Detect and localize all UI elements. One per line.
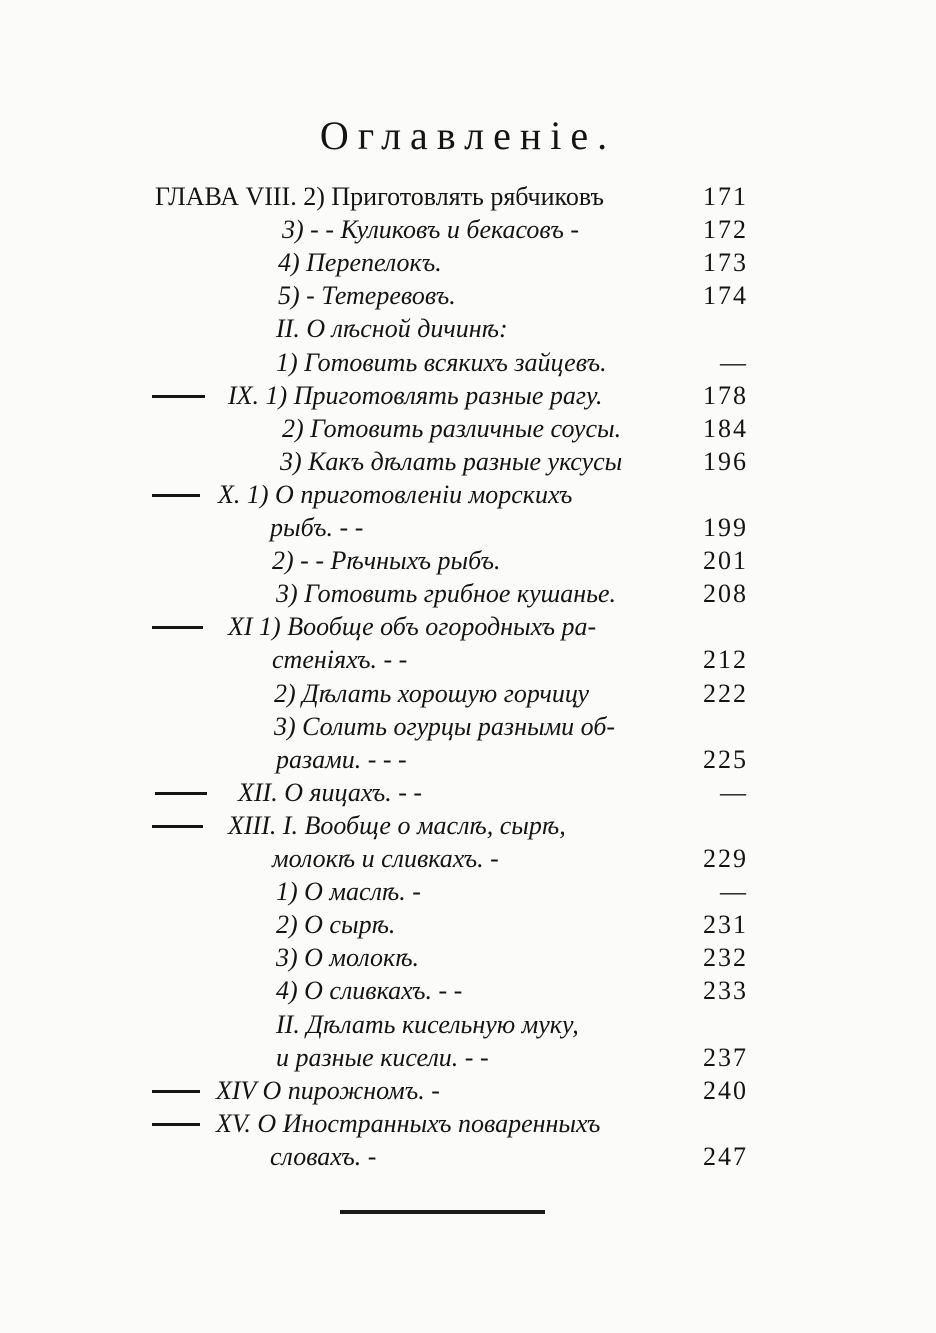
toc-entry [0, 974, 936, 1008]
toc-entry [0, 279, 936, 313]
toc-entry [0, 941, 936, 975]
toc-entry [0, 842, 936, 876]
toc-entry [0, 412, 936, 446]
toc-page-number: — [720, 877, 748, 907]
toc-page-number: 172 [703, 215, 748, 245]
toc-entry [0, 1074, 936, 1108]
toc-entry-text: II. Дѣлать кисельную муку, [276, 1009, 579, 1039]
toc-entry-text: разами. - - - [276, 744, 407, 774]
toc-entry [0, 544, 936, 578]
toc-entry [0, 1107, 936, 1141]
toc-page-number: 225 [703, 744, 748, 774]
toc-page-number: 178 [703, 380, 748, 410]
toc-entry-text: 3) Солить огурцы разными об- [274, 711, 616, 741]
toc-entry-text: словахъ. - [270, 1141, 377, 1171]
toc-entry [0, 610, 936, 644]
toc-entry-text: 1) О маслѣ. - [276, 877, 421, 907]
toc-entry [0, 710, 936, 744]
toc-entry-text: X. 1) О приготовленiи морскихъ [218, 479, 573, 509]
toc-entry-text: 2) Дѣлать хорошую горчицу [274, 678, 590, 708]
toc-entry-text: 2) Готовить различные соусы. [282, 413, 622, 443]
toc-entry [0, 875, 936, 909]
toc-page-number: 174 [703, 281, 748, 311]
toc-page-number: 247 [703, 1141, 748, 1171]
toc-entry-text: 1) Готовить всякихъ зайцевъ. [276, 347, 607, 377]
toc-entry-text: рыбъ. - - [270, 513, 364, 542]
page-title: Оглавленiе. [319, 113, 617, 158]
toc-entry [0, 246, 936, 280]
toc-entry [0, 1041, 936, 1075]
toc-entry [0, 312, 936, 346]
toc-entry [0, 1008, 936, 1042]
toc-entry-text: молокѣ и сливкахъ. - [272, 844, 499, 873]
toc-page-number: — [720, 777, 748, 807]
toc-entry-text: XIV О пирожномъ. - [216, 1075, 440, 1105]
continuation-dash [155, 792, 207, 795]
toc-page-number: 201 [703, 546, 748, 576]
toc-entry [0, 577, 936, 611]
continuation-dash [152, 395, 205, 398]
toc-page-number: 171 [703, 182, 748, 211]
toc-entry-text: IX. 1) Приготовлять разные рагу. [228, 380, 603, 410]
toc-entry-text: 5) - Тетеревовъ. [278, 281, 456, 311]
toc-page-number: — [720, 347, 748, 377]
toc-entry-text: XI 1) Вообще объ огородныхъ ра- [228, 612, 597, 642]
toc-page-number: 212 [703, 645, 748, 675]
toc-entry [0, 1140, 936, 1174]
toc-page-number: 229 [703, 844, 748, 873]
toc-page-number: 173 [703, 248, 748, 278]
toc-entry [0, 180, 936, 214]
toc-page-number: 240 [703, 1075, 748, 1105]
toc-entry-text: ГЛАВА VIII. 2) Приготовлять рябчиковъ [155, 182, 604, 211]
toc-entry-text: 2) - - Рѣчныхъ рыбъ. [272, 546, 501, 576]
toc-entry [0, 511, 936, 545]
toc-entry [0, 445, 936, 479]
toc-entry-text: 3) Готовить грибное кушанье. [276, 579, 617, 609]
toc-entry [0, 213, 936, 247]
toc-page-number: 199 [703, 513, 748, 542]
toc-page-number: 208 [703, 579, 748, 609]
toc-entry-text: 3) - - Куликовъ и бекасовъ - [282, 215, 580, 245]
toc-entry-text: II. О лѣсной дичинѣ: [276, 314, 508, 344]
toc-page-number: 233 [703, 976, 748, 1006]
continuation-dash [152, 626, 203, 629]
toc-entry [0, 478, 936, 512]
toc-entry [0, 346, 936, 380]
toc-entry [0, 643, 936, 677]
toc-entry [0, 743, 936, 777]
toc-entry [0, 776, 936, 810]
toc-entry [0, 809, 936, 843]
toc-entry-text: 3) Какъ дѣлать разные уксусы [280, 446, 623, 476]
toc-page-number: 237 [703, 1042, 748, 1072]
continuation-dash [152, 1123, 200, 1126]
toc-page-number: 184 [703, 413, 748, 443]
toc-entry [0, 908, 936, 942]
toc-entry-text: 4) О сливкахъ. - - [276, 976, 463, 1006]
toc-entry-text: XII. О яицахъ. - - [238, 777, 423, 807]
continuation-dash [152, 494, 200, 497]
toc-entry [0, 379, 936, 413]
toc-entry-text: XIII. I. Вообще о маслѣ, сырѣ, [228, 810, 566, 840]
toc-entry-text: стенiяхъ. - - [272, 645, 408, 675]
toc-page-number: 232 [703, 943, 748, 973]
toc-page-number: 222 [703, 678, 748, 708]
toc-page-number: 196 [703, 446, 748, 476]
toc-entry-text: 3) О молокѣ. [276, 943, 420, 973]
toc-entry [0, 677, 936, 711]
toc-entry-text: и разные кисели. - - [276, 1042, 489, 1072]
continuation-dash [152, 825, 203, 828]
toc-entry-text: XV. О Иностранныхъ поваренныхъ [216, 1108, 601, 1138]
toc-entry-text: 4) Перепелокъ. [278, 248, 442, 278]
continuation-dash [152, 1090, 200, 1093]
toc-entry-text: 2) О сырѣ. [276, 910, 396, 940]
closing-rule [340, 1210, 545, 1214]
toc-page-number: 231 [703, 910, 748, 940]
